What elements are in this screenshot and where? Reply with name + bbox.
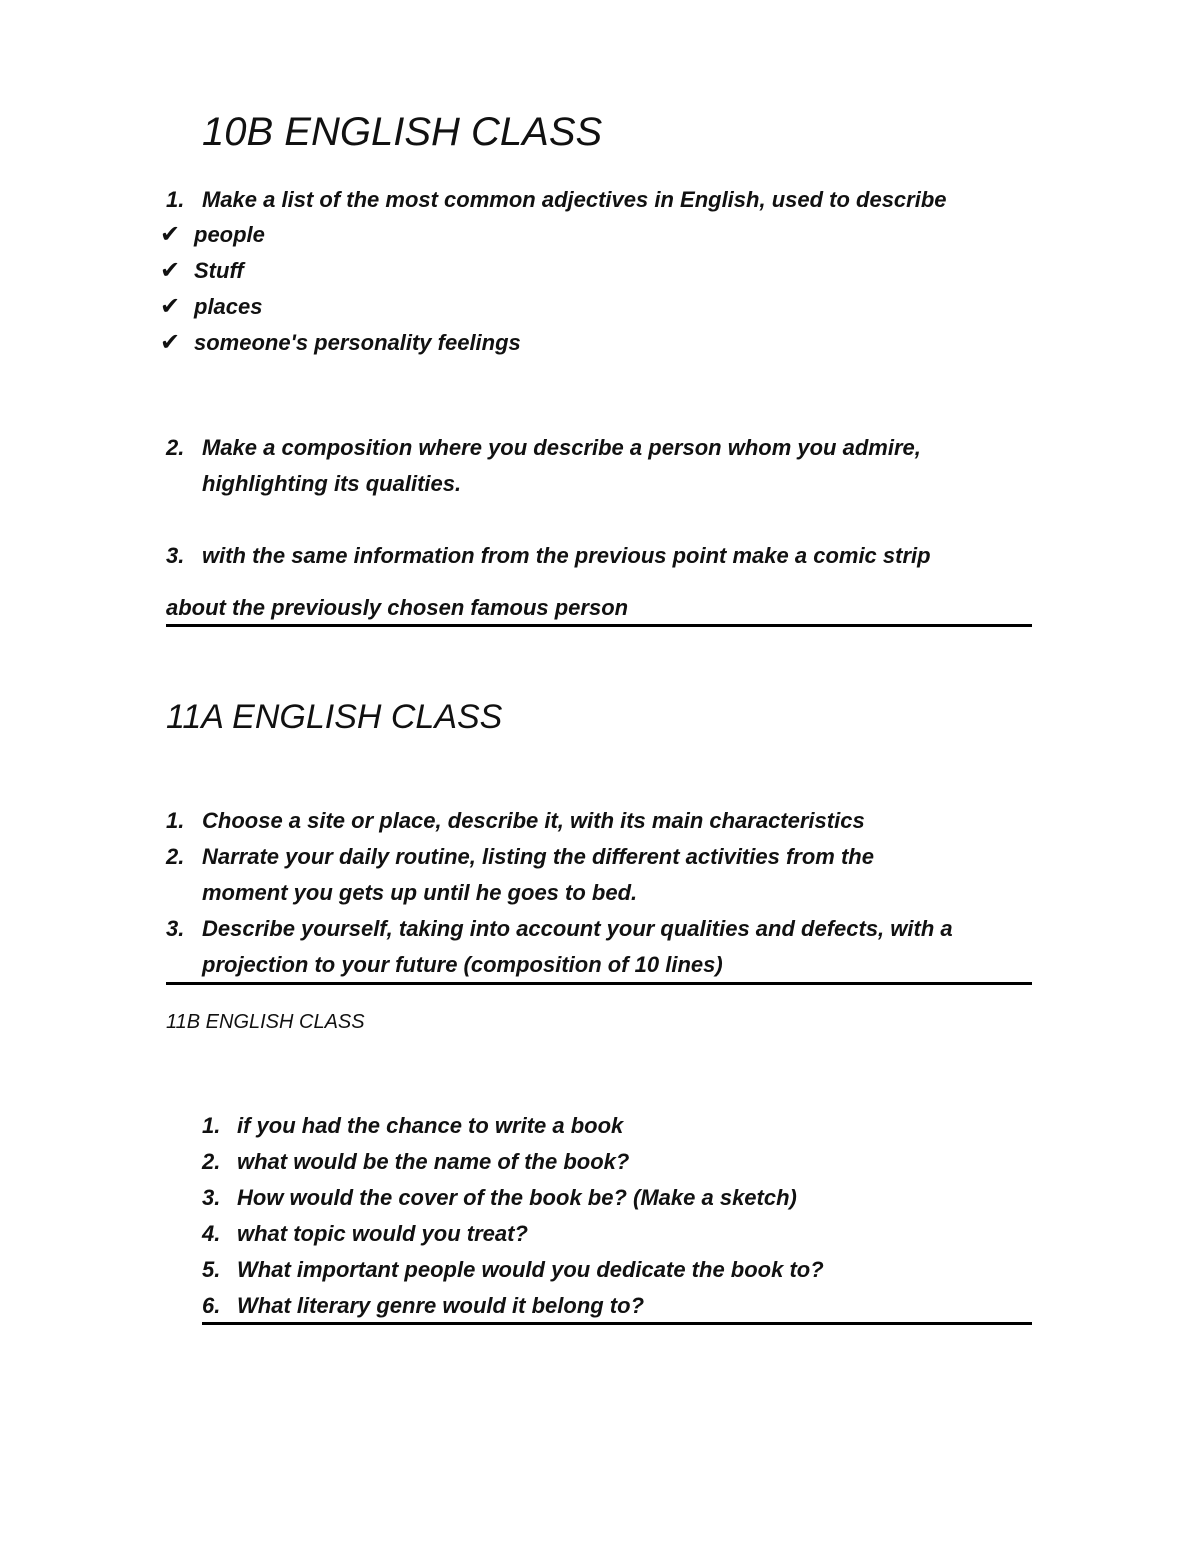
question-text: How would the cover of the book be? (Make a sketch): [237, 1185, 797, 1210]
section-11a-title: 11A ENGLISH CLASS: [166, 698, 503, 736]
checklist-item: someone's personality feelings: [194, 330, 521, 355]
checklist-item: people: [194, 222, 265, 247]
checkmark-icon: ✔: [160, 220, 181, 248]
question-text: what topic would you treat?: [237, 1221, 528, 1246]
item-number: 3.: [202, 1185, 221, 1210]
item-number: 2.: [166, 844, 185, 869]
checkmark-icon: ✔: [160, 328, 181, 356]
instruction-text: highlighting its qualities.: [202, 471, 462, 496]
instruction-text: with the same information from the previous point make a comic strip: [202, 543, 931, 568]
divider-line: [202, 1322, 1032, 1325]
item-number: 3.: [166, 543, 185, 568]
item-number: 3.: [166, 916, 185, 941]
item-number: 1.: [166, 187, 185, 212]
item-number: 4.: [202, 1221, 221, 1246]
item-number: 1.: [166, 808, 185, 833]
question-text: What important people would you dedicate the book to?: [237, 1257, 824, 1282]
instruction-text: Make a list of the most common adjectives in English, used to describe: [202, 187, 947, 212]
instruction-text: moment you gets up until he goes to bed.: [202, 880, 638, 905]
section-11b-title: 11B ENGLISH CLASS: [166, 1011, 365, 1033]
question-text: What literary genre would it belong to?: [237, 1293, 645, 1318]
item-number: 2.: [166, 435, 185, 460]
instruction-text: Make a composition where you describe a person whom you admire,: [202, 435, 921, 460]
item-number: 5.: [202, 1257, 221, 1282]
question-text: what would be the name of the book?: [237, 1149, 630, 1174]
section-10b-title: 10B ENGLISH CLASS: [202, 110, 603, 154]
checklist-item: places: [194, 294, 263, 319]
instruction-text: about the previously chosen famous person: [166, 595, 629, 620]
divider-line: [166, 982, 1032, 985]
item-number: 6.: [202, 1293, 221, 1318]
checkmark-icon: ✔: [160, 292, 181, 320]
item-number: 2.: [202, 1149, 221, 1174]
divider-line: [166, 624, 1032, 627]
instruction-text: projection to your future (composition of 10 lines): [202, 952, 723, 977]
item-number: 1.: [202, 1113, 221, 1138]
instruction-text: Describe yourself, taking into account your qualities and defects, with a: [202, 916, 953, 941]
checklist-item: Stuff: [194, 258, 244, 283]
instruction-text: Narrate your daily routine, listing the different activities from the: [202, 844, 874, 869]
checkmark-icon: ✔: [160, 256, 181, 284]
question-text: if you had the chance to write a book: [237, 1113, 624, 1138]
instruction-text: Choose a site or place, describe it, with its main characteristics: [202, 808, 865, 833]
